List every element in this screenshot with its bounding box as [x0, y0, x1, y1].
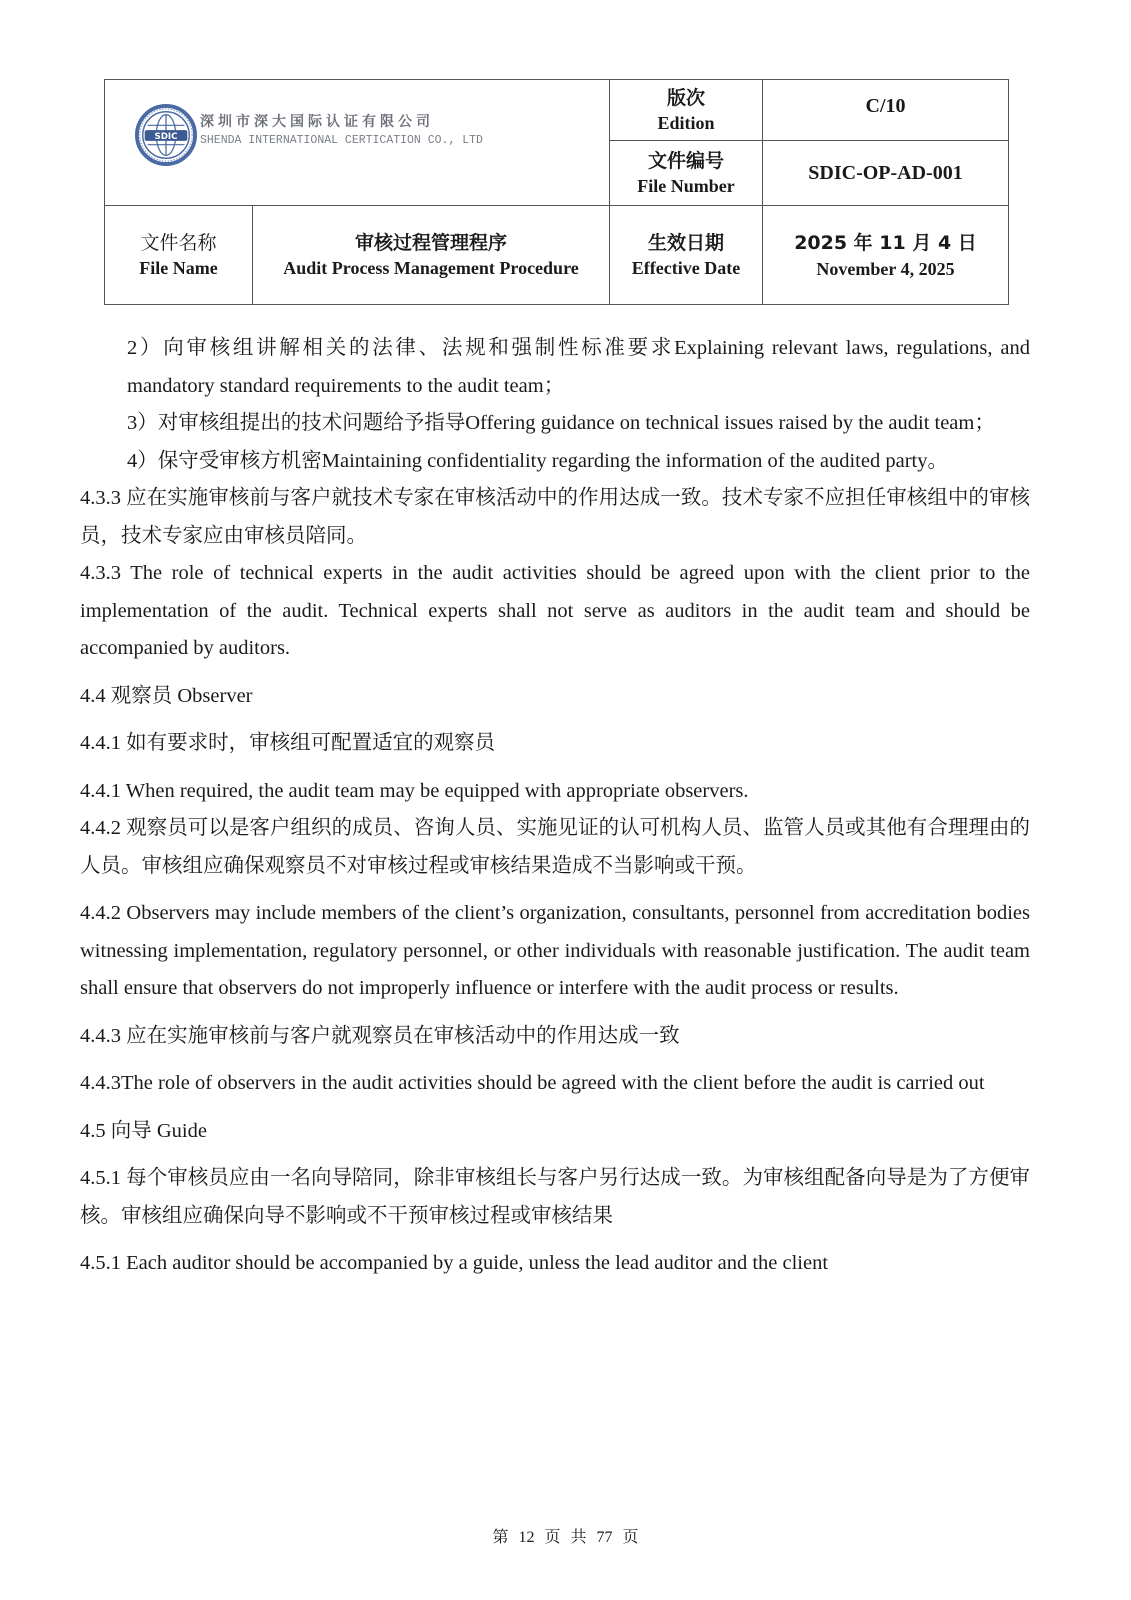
file-number-label-cn: 文件编号: [647, 150, 724, 172]
file-name-label-cn: 文件名称: [140, 232, 217, 254]
paragraph-4-5-1-cn: 4.5.1 每个审核员应由一名向导陪同，除非审核组长与客户另行达成一致。为审核组配备向导是为了方便审核。审核组应确保向导不影响或不干预审核过程或审核结果: [80, 1167, 1030, 1227]
edition-label-en: Edition: [657, 113, 715, 133]
logo-text: SDIC: [154, 131, 178, 142]
paragraph-item-4: 4）保守受审核方机密Maintaining confidentiality regarding the information of the audited party。: [127, 449, 948, 472]
sdic-globe-logo-icon: [135, 104, 197, 166]
company-name-cn: 深圳市深大国际认证有限公司: [200, 114, 434, 130]
paragraph-4-4-1-en: 4.4.1 When required, the audit team may be equipped with appropriate observers.: [80, 779, 749, 802]
file-name-label-cell: [105, 206, 253, 305]
paragraph-4-4-1-cn: 4.4.1 如有要求时，审核组可配置适宜的观察员: [80, 732, 496, 754]
paragraph-4-4-2-en: 4.4.2 Observers may include members of the client’s organization, consultants, personnel from accreditation bodies witnessing implementation, regulatory personnel, or other individuals with reasonable justification. The audit team shall ensure that observers do not improperly influence or interfere with the audit process or results.: [80, 902, 1030, 999]
edition-label-cn: 版次: [666, 87, 705, 109]
file-name-value-en: Audit Process Management Procedure: [283, 258, 579, 278]
file-name-value-cn: 审核过程管理程序: [354, 232, 507, 254]
paragraph-4-3-3-cn: 4.3.3 应在实施审核前与客户就技术专家在审核活动中的作用达成一致。技术专家不应担任审核组中的审核员，技术专家应由审核员陪同。: [80, 487, 1030, 547]
paragraph-item-2: 2）向审核组讲解相关的法律、法规和强制性标准要求Explaining relevant laws, regulations, and mandatory standard requirements to the audit team；: [127, 337, 1030, 397]
effective-date-label-cell: [610, 206, 763, 305]
paragraph-4-5: 4.5 向导 Guide: [80, 1119, 207, 1142]
page-number-footer: 第 12 页 共 77 页: [492, 1529, 639, 1546]
document-body: [80, 330, 1030, 1283]
file-number-value-cell: [763, 141, 1009, 206]
document-header-table: [104, 79, 1009, 305]
paragraph-4-4-3-cn: 4.4.3 应在实施审核前与客户就观察员在审核活动中的作用达成一致: [80, 1024, 680, 1047]
edition-label-cell: [610, 80, 763, 141]
paragraph-4-5-1-en: 4.5.1 Each auditor should be accompanied by a guide, unless the lead auditor and the client: [80, 1252, 829, 1274]
company-name-en: SHENDA INTERNATIONAL CERTICATION CO., LTD: [200, 134, 483, 147]
paragraph-4-4: 4.4 观察员 Observer: [80, 684, 253, 707]
company-logo-cell: [105, 80, 610, 206]
file-name-value-cell: [253, 206, 610, 305]
effective-date-value-cell: [763, 206, 1009, 305]
effective-date-label-en: Effective Date: [631, 258, 741, 278]
paragraph-4-4-3-en: 4.4.3The role of observers in the audit activities should be agreed with the client before the audit is carried out: [80, 1072, 985, 1094]
file-number-value: SDIC-OP-AD-001: [808, 161, 963, 184]
effective-date-value-en: November 4, 2025: [816, 258, 955, 279]
paragraph-item-3: 3）对审核组提出的技术问题给予指导Offering guidance on technical issues raised by the audit team；: [127, 412, 995, 434]
effective-date-value-cn: 2025 年 11 月 4 日: [794, 231, 977, 254]
company-logo: [135, 104, 483, 166]
paragraph-4-3-3-en: 4.3.3 The role of technical experts in the audit activities should be agreed upon with the client prior to the implementation of the audit. Technical experts shall not serve as auditors in the audit team and should be accompanied by auditors.: [80, 562, 1030, 659]
file-number-label-en: File Number: [637, 176, 735, 196]
paragraph-4-4-2-cn: 4.4.2 观察员可以是客户组织的成员、咨询人员、实施见证的认可机构人员、监管人员或其他有合理理由的人员。审核组应确保观察员不对审核过程或审核结果造成不当影响或干预。: [80, 817, 1030, 877]
file-name-label-en: File Name: [139, 258, 218, 278]
edition-value-cell: [763, 80, 1009, 141]
edition-value: C/10: [865, 94, 906, 117]
effective-date-label-cn: 生效日期: [647, 232, 724, 254]
file-number-label-cell: [610, 141, 763, 206]
